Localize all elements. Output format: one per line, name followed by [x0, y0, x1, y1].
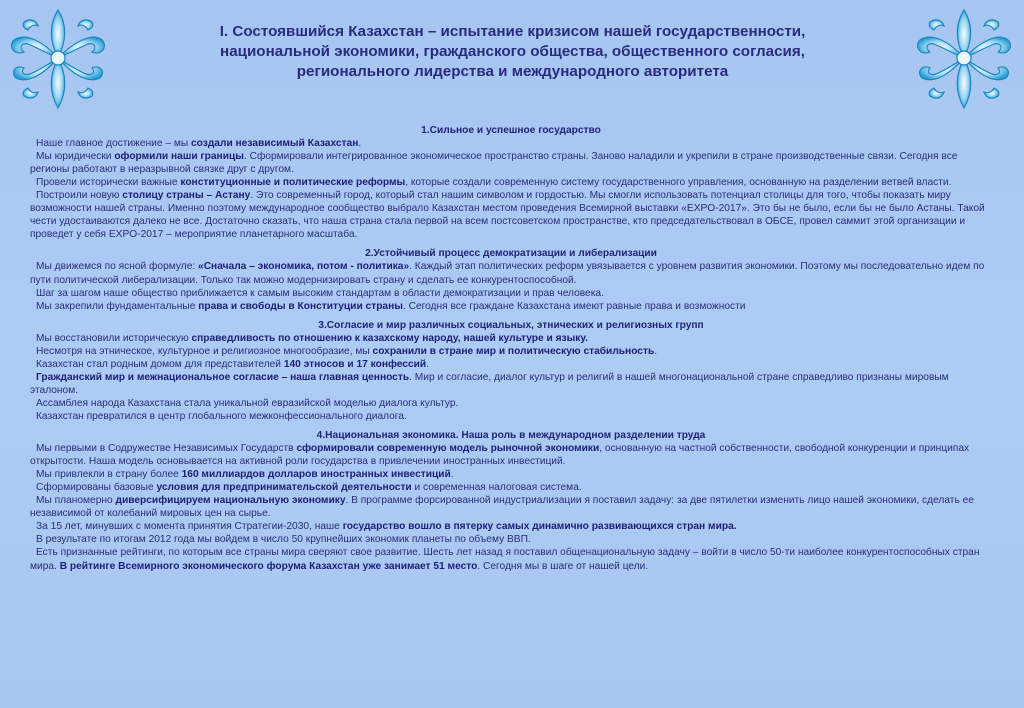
highlighted-text: диверсифицируем национальную экономику [115, 495, 346, 507]
paragraph-text: . Мир и согласие, диалог культур и религий в нашей многонациональной стране справедливо признаны мировым эталоном. [30, 371, 949, 396]
section-paragraph [30, 287, 992, 300]
slide-body [30, 124, 992, 573]
highlighted-text: сформировали современную модель рыночной экономики [296, 443, 600, 455]
paragraph-text: . Это современный город, который стал нашим символом и гордостью. Мы смогли использовать потенциал столицы для того, чтобы показать миру возможности нашей страны. Именно поэтому международное сообщество выбрало Казахстан местом проведения Всемирной выставки «EXPO-2017». Это бы не было, если бы не было Астаны. Такой чести удостаиваются далеко не все. Достаточно сказать, что наша страна стала первой на всем постсоветском пространстве, кто председательствовал в ОБСЕ, провел саммит этой организации и проведет у себя EXPO-2017 – мероприятие планетарного масштаба. [30, 190, 985, 241]
paragraph-text: и современная налоговая система. [411, 482, 582, 494]
section-paragraph [30, 397, 992, 410]
paragraph-text: Мы восстановили историческую [36, 332, 192, 344]
paragraph-text: За 15 лет, минувших с момента принятия Стратегии-2030, наше [36, 521, 343, 533]
title-line: I. Состоявшийся Казахстан – испытание кризисом нашей государственности, [219, 23, 806, 40]
highlighted-text: конституционные и политические реформы [180, 177, 406, 189]
paragraph-text: Мы привлекли в страну более [36, 469, 182, 481]
highlighted-text: столицу страны – Астану [122, 190, 251, 202]
paragraph-text: Казахстан превратился в центр глобального межконфессионального диалога. [36, 410, 407, 422]
highlighted-text: условия для предпринимательской деятельности [156, 482, 412, 494]
paragraph-text: Наше главное достижение – мы [36, 138, 192, 150]
paragraph-text: Построили новую [36, 190, 123, 202]
highlighted-text: права и свободы в Конституции страны [198, 300, 403, 312]
paragraph-text: Шаг за шагом наше общество приближается к самым высоким стандартам в области демократизации и прав человека. [36, 287, 604, 299]
highlighted-text: 140 этносов и 17 конфессий [283, 358, 427, 370]
paragraph-text: , которые создали современную систему государственного управления, основанную на разделении ветвей власти. [405, 177, 952, 189]
section-paragraph [30, 494, 992, 520]
paragraph-text: Сформированы базовые [36, 482, 157, 494]
highlighted-text: сохранили в стране мир и политическую стабильность [372, 345, 655, 357]
section-paragraph [30, 481, 992, 494]
section-paragraph [30, 260, 992, 286]
highlighted-text: оформили наши границы [114, 151, 244, 163]
paragraph-text: . [450, 469, 454, 481]
paragraph-text: Мы закрепили фундаментальные [36, 300, 199, 312]
highlighted-text: В рейтинге Всемирного экономического форума Казахстан уже занимает 51 место [59, 560, 478, 572]
section-paragraph [30, 176, 992, 189]
paragraph-text: Мы движемся по ясной формуле: [36, 261, 199, 273]
paragraph-text: Казахстан стал родным домом для представителей [36, 358, 284, 370]
section-paragraph [30, 546, 992, 572]
slide-title [135, 22, 890, 82]
section-paragraph [30, 468, 992, 481]
paragraph-text: Провели исторически важные [36, 177, 181, 189]
section-paragraph [30, 189, 992, 241]
highlighted-text: Гражданский мир и межнациональное согласие – наша главная ценность [36, 371, 410, 383]
section-paragraph [30, 332, 992, 345]
kazakh-ornament-icon [910, 2, 1018, 114]
paragraph-text: . Каждый этап политических реформ увязывается с уровнем развития экономики. Поэтому мы последовательно идем по пути политической либерализации. Только так можно модернизировать страну и сделать ее конкурентоспособной. [30, 261, 985, 286]
section-paragraph [30, 371, 992, 397]
paragraph-text: Несмотря на этническое, культурное и религиозное многообразие, мы [36, 345, 373, 357]
paragraph-text: . В программе форсированной индустриализации я поставил задачу: за две пятилетки изменить лицо нашей экономики, сделать ее независимой от колебаний мировых цен на сырье. [30, 495, 974, 520]
paragraph-text: Есть признанные рейтинги, по которым все страны мира сверяют свое развитие. Шесть лет назад я поставил общенациональную задачу – войти в число 50-ти наиболее конкурентоспособных стран мира. [30, 547, 980, 572]
paragraph-text: В результате по итогам 2012 года мы войдем в число 50 крупнейших экономик планеты по объему ВВП. [36, 534, 531, 546]
paragraph-text: , основанную на частной собственности, свободной конкуренции и принципах открытости. Наша модель основывается на активной роли государства в привлечении иностранных инвестиций. [30, 443, 970, 468]
paragraph-text: . Сегодня все граждане Казахстана имеют равные права и возможности [402, 300, 746, 312]
section-paragraph [30, 520, 992, 533]
paragraph-text: Мы первыми в Содружестве Независимых Государств [36, 443, 297, 455]
section-title: 3.Согласие и мир различных социальных, этнических и религиозных групп [318, 319, 704, 331]
section-paragraph [30, 300, 992, 313]
section-paragraph [30, 410, 992, 423]
paragraph-text: . Сформировали интегрированное экономическое пространство страны. Заново наладили и укрепили в стране производственные связи. Сегодня все регионы работают в неразрывной связке друг с другом. [30, 151, 958, 176]
kazakh-ornament-icon [4, 2, 112, 114]
section-title: 1.Сильное и успешное государство [421, 125, 601, 136]
highlighted-text: «Сначала – экономика, потом - политика» [198, 261, 410, 273]
section-title: 2.Устойчивый процесс демократизации и либерализации [365, 248, 657, 260]
paragraph-text: . [654, 345, 658, 357]
section-paragraph [30, 137, 992, 150]
paragraph-text: Ассамблея народа Казахстана стала уникальной евразийской моделью диалога культур. [36, 397, 459, 409]
paragraph-text: . [358, 138, 362, 150]
title-line: регионального лидерства и международного авторитета [296, 63, 729, 80]
paragraph-text: . Сегодня мы в шаге от нашей цели. [477, 560, 649, 572]
section-title: 4.Национальная экономика. Наша роль в международном разделении труда [316, 430, 706, 442]
paragraph-text: . [426, 358, 429, 370]
section-paragraph [30, 358, 992, 371]
title-line: национальной экономики, гражданского общества, общественного согласия, [220, 43, 805, 60]
section-paragraph [30, 345, 992, 358]
paragraph-text: Мы планомерно [36, 495, 116, 507]
highlighted-text: создали независимый Казахстан [191, 138, 359, 150]
section-paragraph [30, 533, 992, 546]
highlighted-text: государство вошло в пятерку самых динамично развивающихся стран мира. [342, 521, 737, 533]
section-paragraph [30, 150, 992, 176]
section-paragraph [30, 442, 992, 468]
highlighted-text: справедливость по отношению к казахскому народу, нашей культуре и языку. [191, 332, 589, 344]
highlighted-text: 160 миллиардов долларов иностранных инвестиций [181, 469, 451, 481]
paragraph-text: Мы юридически [36, 151, 115, 163]
